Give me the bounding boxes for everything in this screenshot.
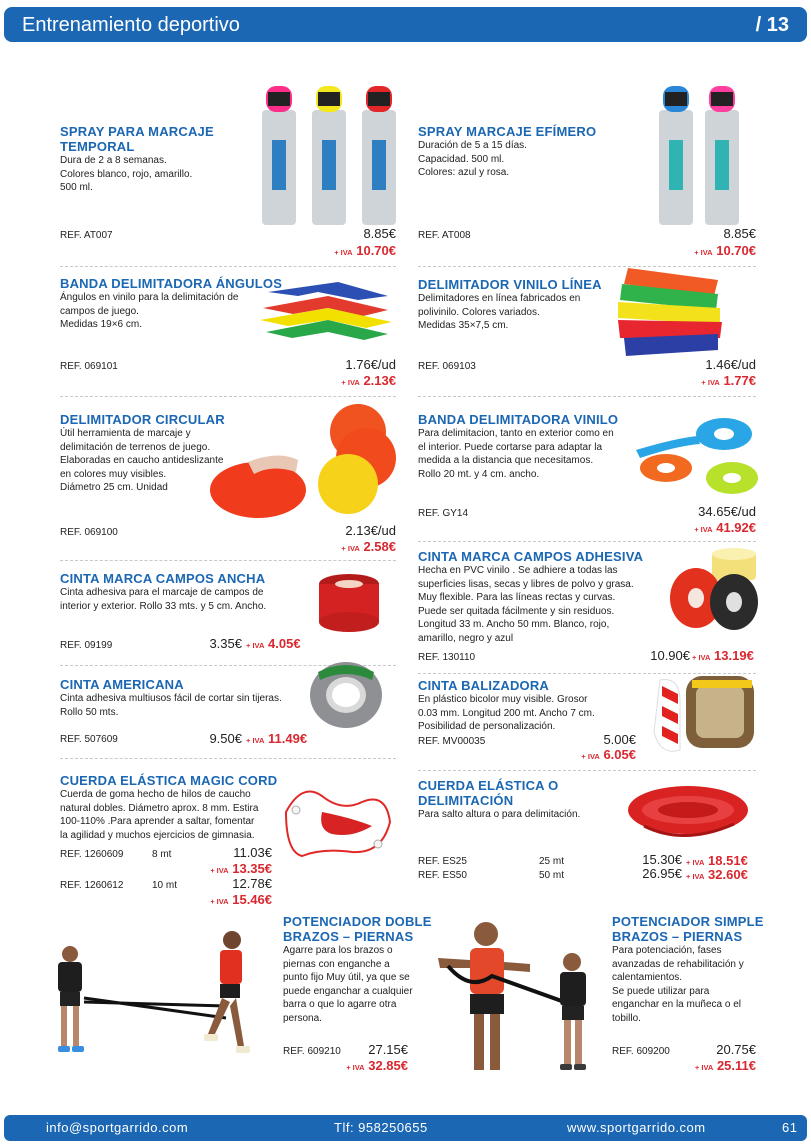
product-ref: REF. 069101 <box>60 361 118 372</box>
product-price: 11.03€ <box>233 845 272 860</box>
product-desc: Cinta adhesiva multiusos fácil de cortar sin tijeras. <box>60 693 282 704</box>
product-desc: Capacidad. 500 ml. <box>418 153 505 165</box>
product-price-iva <box>196 861 272 876</box>
product-desc: barra o que lo agarre otra <box>283 999 397 1010</box>
page-footer <box>4 1115 807 1141</box>
product-price-iva <box>650 243 756 258</box>
product-desc: enganchar en la muñeca o el <box>612 999 741 1010</box>
product-title: BANDA DELIMITADORA ÁNGULOS <box>60 276 283 291</box>
product-desc: Muy flexible. Para las líneas rectas y curvas. <box>418 592 616 603</box>
footer-email[interactable]: info@sportgarrido.com <box>46 1120 189 1135</box>
product-desc: Medidas 19×6 cm. <box>60 319 142 330</box>
separator <box>418 770 756 771</box>
athletes-double-image <box>40 926 276 1070</box>
page-header <box>4 7 807 42</box>
product-desc: natural dobles. Diámetro aprox. 8 mm. Estira <box>60 802 259 814</box>
product-title: DELIMITACIÓN <box>418 793 514 808</box>
product-size: 50 mt <box>539 870 565 881</box>
line-markers-image <box>614 266 724 358</box>
product-desc: Se puede utilizar para <box>612 985 710 997</box>
product-desc: Dura de 2 a 8 semanas. <box>60 155 167 166</box>
product-price: 5.00€ <box>603 732 636 747</box>
product-desc: en colores muy visibles. <box>60 468 167 480</box>
athletes-single-image <box>430 912 610 1082</box>
product-desc: avanzadas de rehabilitación y <box>612 958 744 970</box>
product-price-iva <box>246 731 316 746</box>
product-title: CUERDA ELÁSTICA MAGIC CORD <box>60 773 278 788</box>
iva-value: 4.05€ <box>268 636 301 651</box>
separator <box>60 560 396 561</box>
duct-tape-image <box>308 660 384 730</box>
iva-value: 10.70€ <box>356 243 396 258</box>
iva-label: + IVA <box>246 641 265 650</box>
product-price: 26.95€ <box>642 866 682 881</box>
product-title: CINTA MARCA CAMPOS ANCHA <box>60 571 266 586</box>
product-desc: Puede ser quitada fácilmente y sin residuos. <box>418 605 615 617</box>
iva-value: 25.11€ <box>716 1058 756 1073</box>
product-desc: polivinilo. Colores variados. <box>418 306 540 318</box>
product-desc: Diámetro 25 cm. Unidad <box>60 482 168 493</box>
product-ref: REF. MV00035 <box>418 736 486 747</box>
product-price-iva <box>692 648 758 663</box>
iva-label: + IVA <box>210 866 229 875</box>
product-price: 1.76€/ud <box>345 357 396 372</box>
product-desc: Posibilidad de personalización. <box>418 721 556 732</box>
section-number: / 13 <box>755 14 789 36</box>
product-ref: REF. GY14 <box>418 508 469 519</box>
iva-value: 13.19€ <box>714 648 754 663</box>
product-ref: REF. 609200 <box>612 1046 670 1057</box>
product-ref: REF. 1260612 <box>60 880 124 891</box>
product-ref: REF. 507609 <box>60 734 118 745</box>
product-desc: Para potenciación, fases <box>612 945 722 956</box>
product-desc: punto fijo Muy útil, ya que se <box>283 972 410 983</box>
iva-label: + IVA <box>246 736 265 745</box>
product-ref: REF. 09199 <box>60 640 113 651</box>
product-title: POTENCIADOR DOBLE <box>283 914 432 929</box>
product-ref: REF. ES25 <box>418 856 467 867</box>
iva-label: + IVA <box>694 525 713 534</box>
product-title: BRAZOS – PIERNAS <box>612 929 743 944</box>
product-ref: REF. AT007 <box>60 230 113 241</box>
product-desc: Hecha en PVC vinilo . Se adhiere a todas las <box>418 565 618 576</box>
product-desc: 100-110% .Para aprender a saltar, fomentar <box>60 816 255 827</box>
product-price: 20.75€ <box>716 1042 756 1057</box>
product-desc: interior y exterior. Rollo 33 mts. y 5 cm. Ancho. <box>60 600 267 612</box>
iva-value: 2.58€ <box>363 539 396 554</box>
spray-cans-image <box>655 80 745 230</box>
product-ref: REF. 069100 <box>60 527 118 538</box>
product-desc: Cinta adhesiva para el marcaje de campos de <box>60 587 264 598</box>
product-desc: piernas con enganche a <box>283 958 390 970</box>
iva-value: 6.05€ <box>603 747 636 762</box>
corner-markers-image <box>258 282 398 344</box>
product-desc: Útil herramienta de marcaje y <box>60 428 191 439</box>
footer-phone[interactable]: Tlf: 958250655 <box>334 1120 428 1135</box>
product-price: 12.78€ <box>232 876 272 891</box>
product-price: 10.90€ <box>650 648 690 663</box>
separator <box>60 758 396 759</box>
iva-value: 2.13€ <box>363 373 396 388</box>
iva-label: + IVA <box>341 378 360 387</box>
iva-label: + IVA <box>694 1063 714 1072</box>
product-title: CUERDA ELÁSTICA O <box>418 778 559 793</box>
product-price: 2.13€/ud <box>345 523 396 538</box>
product-desc: superficies lisas, secas y libres de polvo y grasa. <box>418 578 634 590</box>
product-desc: tobillo. <box>612 1012 641 1024</box>
product-ref: REF. ES50 <box>418 870 467 881</box>
iva-label: + IVA <box>701 378 720 387</box>
product-title: CINTA MARCA CAMPOS ADHESIVA <box>418 549 644 564</box>
product-desc: campos de juego. <box>60 305 139 317</box>
product-price-iva <box>196 892 272 907</box>
iva-value: 15.46€ <box>232 892 272 907</box>
product-desc: el interior. Puede cortarse para adaptar la <box>418 441 602 453</box>
product-desc: 0.03 mm. Longitud 200 mt. Ancho 7 cm. <box>418 707 595 719</box>
product-price-iva <box>556 747 636 762</box>
product-desc: medida a la distancia que necesitamos. <box>418 455 594 466</box>
product-desc: calentamientos. <box>612 972 683 983</box>
iva-value: 1.77€ <box>723 373 756 388</box>
adhesive-tape-rolls-image <box>668 546 762 630</box>
product-price-iva <box>290 243 396 258</box>
product-desc: puede enganchar a cualquier <box>283 985 413 997</box>
red-rope-image <box>624 780 750 842</box>
product-price-iva <box>246 636 312 651</box>
product-price: 8.85€ <box>723 226 756 241</box>
iva-label: + IVA <box>694 248 713 257</box>
elastic-cord-image <box>282 782 394 864</box>
product-desc: amarillo, negro y azul <box>418 632 514 644</box>
product-ref: REF. 609210 <box>283 1046 341 1057</box>
iva-value: 32.60€ <box>708 867 748 882</box>
product-desc: Agarre para los brazos o <box>283 945 393 956</box>
separator <box>418 396 756 397</box>
iva-label: + IVA <box>692 653 711 662</box>
product-desc: Longitud 33 m. Ancho 50 mm. Blanco, rojo, <box>418 619 610 630</box>
product-price: 9.50€ <box>209 731 242 746</box>
product-title: CINTA AMERICANA <box>60 677 184 692</box>
product-price-iva <box>286 539 396 554</box>
product-desc: Rollo 50 mts. <box>60 706 119 718</box>
product-size: 8 mt <box>152 849 172 860</box>
product-desc: Ángulos en vinilo para la delimitación de <box>60 292 239 303</box>
red-tape-image <box>314 570 384 636</box>
product-desc: persona. <box>283 1012 322 1024</box>
product-desc: Colores blanco, rojo, amarillo. <box>60 168 193 180</box>
product-title: BANDA DELIMITADORA VINILO <box>418 412 619 427</box>
product-desc: 500 ml. <box>60 182 93 193</box>
product-size: 10 mt <box>152 880 178 891</box>
product-ref: REF. AT008 <box>418 230 471 241</box>
product-title: DELIMITADOR CIRCULAR <box>60 412 225 427</box>
product-price-iva <box>640 520 756 535</box>
iva-label: + IVA <box>581 752 600 761</box>
product-desc: Colores: azul y rosa. <box>418 167 510 178</box>
product-title: BRAZOS – PIERNAS <box>283 929 414 944</box>
section-title: Entrenamiento deportivo <box>22 14 240 36</box>
product-ref: REF. 130110 <box>418 652 476 663</box>
product-size: 25 mt <box>539 856 565 867</box>
product-desc: Para salto altura o para delimitación. <box>418 809 581 820</box>
product-price-iva <box>286 373 396 388</box>
product-title: SPRAY PARA MARCAJE <box>60 124 214 139</box>
product-desc: delimitación de terrenos de juego. <box>60 441 211 453</box>
product-desc: Para delimitacion, tanto en exterior como en <box>418 428 614 439</box>
iva-label: + IVA <box>686 872 705 881</box>
product-price: 15.30€ <box>642 852 682 867</box>
footer-web[interactable]: www.sportgarrido.com <box>567 1120 706 1135</box>
barrier-tape-image <box>640 672 758 756</box>
product-desc: Duración de 5 a 15 días. <box>418 140 527 151</box>
product-desc: En plástico bicolor muy visible. Grosor <box>418 694 588 705</box>
product-price: 34.65€/ud <box>698 504 756 519</box>
iva-value: 18.51€ <box>708 853 748 868</box>
iva-value: 41.92€ <box>716 520 756 535</box>
product-desc: Cuerda de goma hecho de hilos de caucho <box>60 789 251 800</box>
product-price-iva <box>686 853 760 868</box>
product-ref: REF. 1260609 <box>60 849 124 860</box>
circular-markers-image <box>208 402 400 522</box>
iva-value: 10.70€ <box>716 243 756 258</box>
product-title: POTENCIADOR SIMPLE <box>612 914 764 929</box>
iva-label: + IVA <box>346 1063 365 1072</box>
product-title: DELIMITADOR VINILO LÍNEA <box>418 277 602 292</box>
product-price: 3.35€ <box>209 636 242 651</box>
iva-label: + IVA <box>334 248 353 257</box>
iva-value: 13.35€ <box>232 861 272 876</box>
product-price: 8.85€ <box>363 226 396 241</box>
tape-rolls-image <box>636 414 760 500</box>
iva-value: 32.85€ <box>368 1058 408 1073</box>
product-desc: Rollo 20 mt. y 4 cm. ancho. <box>418 468 540 480</box>
product-desc: Delimitadores en línea fabricados en <box>418 293 581 304</box>
product-price: 1.46€/ud <box>705 357 756 372</box>
separator <box>418 541 756 542</box>
product-title: SPRAY MARCAJE EFÍMERO <box>418 124 597 139</box>
product-ref: REF. 069103 <box>418 361 476 372</box>
product-price-iva <box>646 373 756 388</box>
product-desc: la agilidad y muchos ejercicios de gimnasia. <box>60 829 255 841</box>
iva-label: + IVA <box>686 858 705 867</box>
separator <box>60 396 396 397</box>
product-price-iva <box>686 867 760 882</box>
footer-page-number: 61 <box>782 1120 798 1135</box>
iva-value: 11.49€ <box>268 731 308 746</box>
product-desc: Medidas 35×7,5 cm. <box>418 320 509 331</box>
product-title: CINTA BALIZADORA <box>418 678 550 693</box>
product-desc: Elaboradas en caucho antideslizante <box>60 455 224 466</box>
iva-label: + IVA <box>210 897 229 906</box>
product-price-iva <box>666 1058 756 1073</box>
iva-label: + IVA <box>341 544 360 553</box>
product-price: 27.15€ <box>368 1042 408 1057</box>
product-title: TEMPORAL <box>60 139 135 154</box>
spray-cans-image <box>258 80 400 230</box>
separator <box>60 266 396 267</box>
product-price-iva <box>320 1058 408 1073</box>
